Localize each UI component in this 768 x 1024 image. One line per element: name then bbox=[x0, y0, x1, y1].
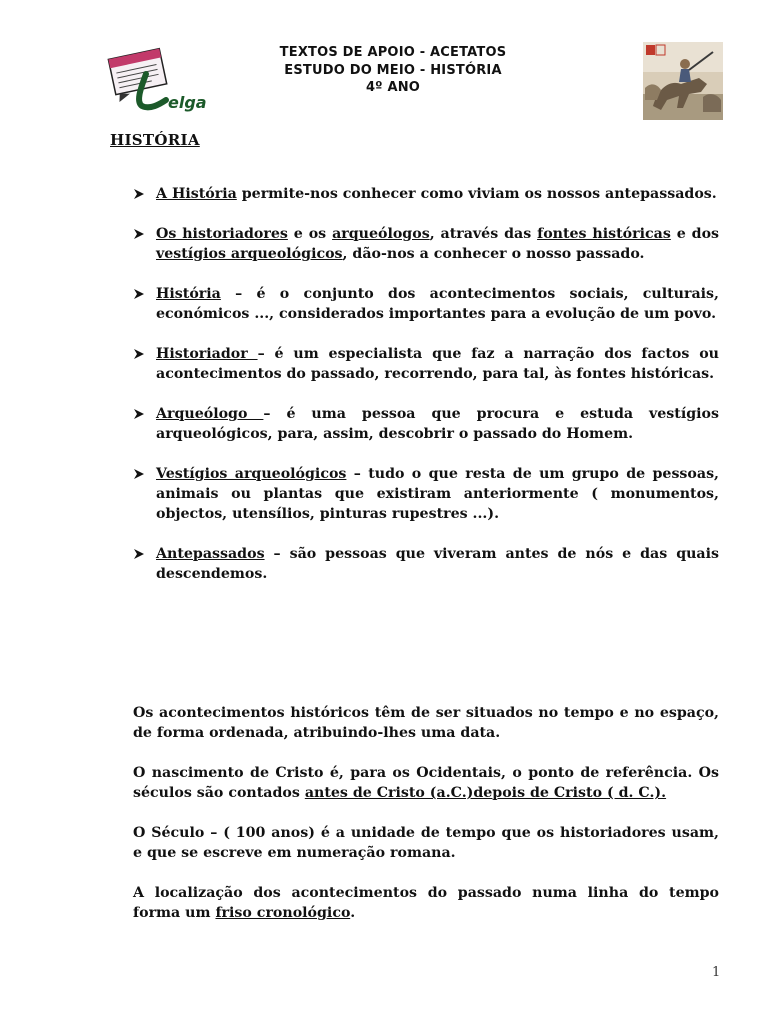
logo-text: elga bbox=[168, 93, 207, 112]
term: História bbox=[156, 286, 221, 302]
definition: – tudo o que resta de um grupo de pessoas, animais ou plantas que existiram anteriormente ( monumentos, objectos, utensílios, pinturas rupestres ...). bbox=[156, 466, 719, 522]
list-item bbox=[133, 284, 719, 324]
term: arqueólogos bbox=[332, 226, 430, 242]
section-title: HISTÓRIA bbox=[110, 131, 200, 149]
list-item bbox=[133, 464, 719, 524]
text: e os bbox=[287, 226, 333, 242]
term: fontes históricas bbox=[537, 226, 671, 242]
list-item bbox=[133, 404, 719, 444]
history-painting-image bbox=[643, 42, 723, 120]
definition: permite-nos conhecer como viviam os nossos antepassados. bbox=[236, 186, 717, 202]
term: Os historiadores bbox=[156, 226, 288, 242]
list-item bbox=[133, 544, 719, 584]
definition: – é o conjunto dos acontecimentos sociais, culturais, económicos ..., considerados importantes para a evolução de um povo. bbox=[156, 286, 719, 322]
text: A localização dos acontecimentos do passado numa linha do tempo forma um bbox=[133, 885, 719, 921]
document-header bbox=[250, 44, 536, 97]
text: . bbox=[350, 905, 356, 921]
paragraph: O Século – ( 100 anos) é a unidade de tempo que os historiadores usam, e que se escreve em numeração romana. bbox=[133, 825, 719, 861]
term: Historiador bbox=[156, 346, 258, 362]
page-number: 1 bbox=[712, 965, 721, 980]
arrow-bullet-icon bbox=[133, 548, 145, 560]
term: Vestígios arqueológicos bbox=[156, 466, 347, 482]
text: O nascimento de Cristo é, para os Ocidentais, o ponto de referência. Os séculos são contados bbox=[133, 765, 719, 801]
list-item bbox=[133, 224, 719, 264]
list-item bbox=[133, 184, 719, 204]
arrow-bullet-icon bbox=[133, 228, 145, 240]
header-line-1: TEXTOS DE APOIO - ACETATOS bbox=[279, 45, 507, 60]
school-logo bbox=[106, 44, 210, 116]
term: vestígios arqueológicos bbox=[156, 246, 343, 262]
header-line-3: 4º ANO bbox=[365, 80, 421, 95]
term: Antepassados bbox=[156, 546, 265, 562]
body-paragraphs bbox=[133, 703, 719, 943]
arrow-bullet-icon bbox=[133, 468, 145, 480]
text: , dão-nos a conhecer o nosso passado. bbox=[342, 246, 645, 262]
term: Arqueólogo bbox=[156, 406, 264, 422]
header-line-2: ESTUDO DO MEIO - HISTÓRIA bbox=[284, 62, 502, 78]
arrow-bullet-icon bbox=[133, 348, 145, 360]
definition: – são pessoas que viveram antes de nós e das quais descendemos. bbox=[156, 546, 719, 582]
definitions-list bbox=[133, 184, 719, 604]
arrow-bullet-icon bbox=[133, 408, 145, 420]
text: , através das bbox=[429, 226, 538, 242]
paragraph: Os acontecimentos históricos têm de ser situados no tempo e no espaço, de forma ordenada, atribuindo-lhes uma data. bbox=[133, 705, 719, 741]
definition: – é uma pessoa que procura e estuda vestígios arqueológicos, para, assim, descobrir o passado do Homem. bbox=[156, 406, 719, 442]
underlined-text: friso cronológico bbox=[215, 905, 351, 921]
text: e dos bbox=[670, 226, 720, 242]
definition: – é um especialista que faz a narração dos factos ou acontecimentos do passado, recorrendo, para tal, às fontes históricas. bbox=[156, 346, 719, 382]
underlined-text: antes de Cristo (a.C.)depois de Cristo ( d. C.). bbox=[304, 785, 667, 801]
term: A História bbox=[156, 186, 237, 202]
list-item bbox=[133, 344, 719, 384]
arrow-bullet-icon bbox=[133, 288, 145, 300]
paragraph bbox=[133, 883, 719, 923]
paragraph bbox=[133, 763, 719, 803]
arrow-bullet-icon bbox=[133, 188, 145, 200]
